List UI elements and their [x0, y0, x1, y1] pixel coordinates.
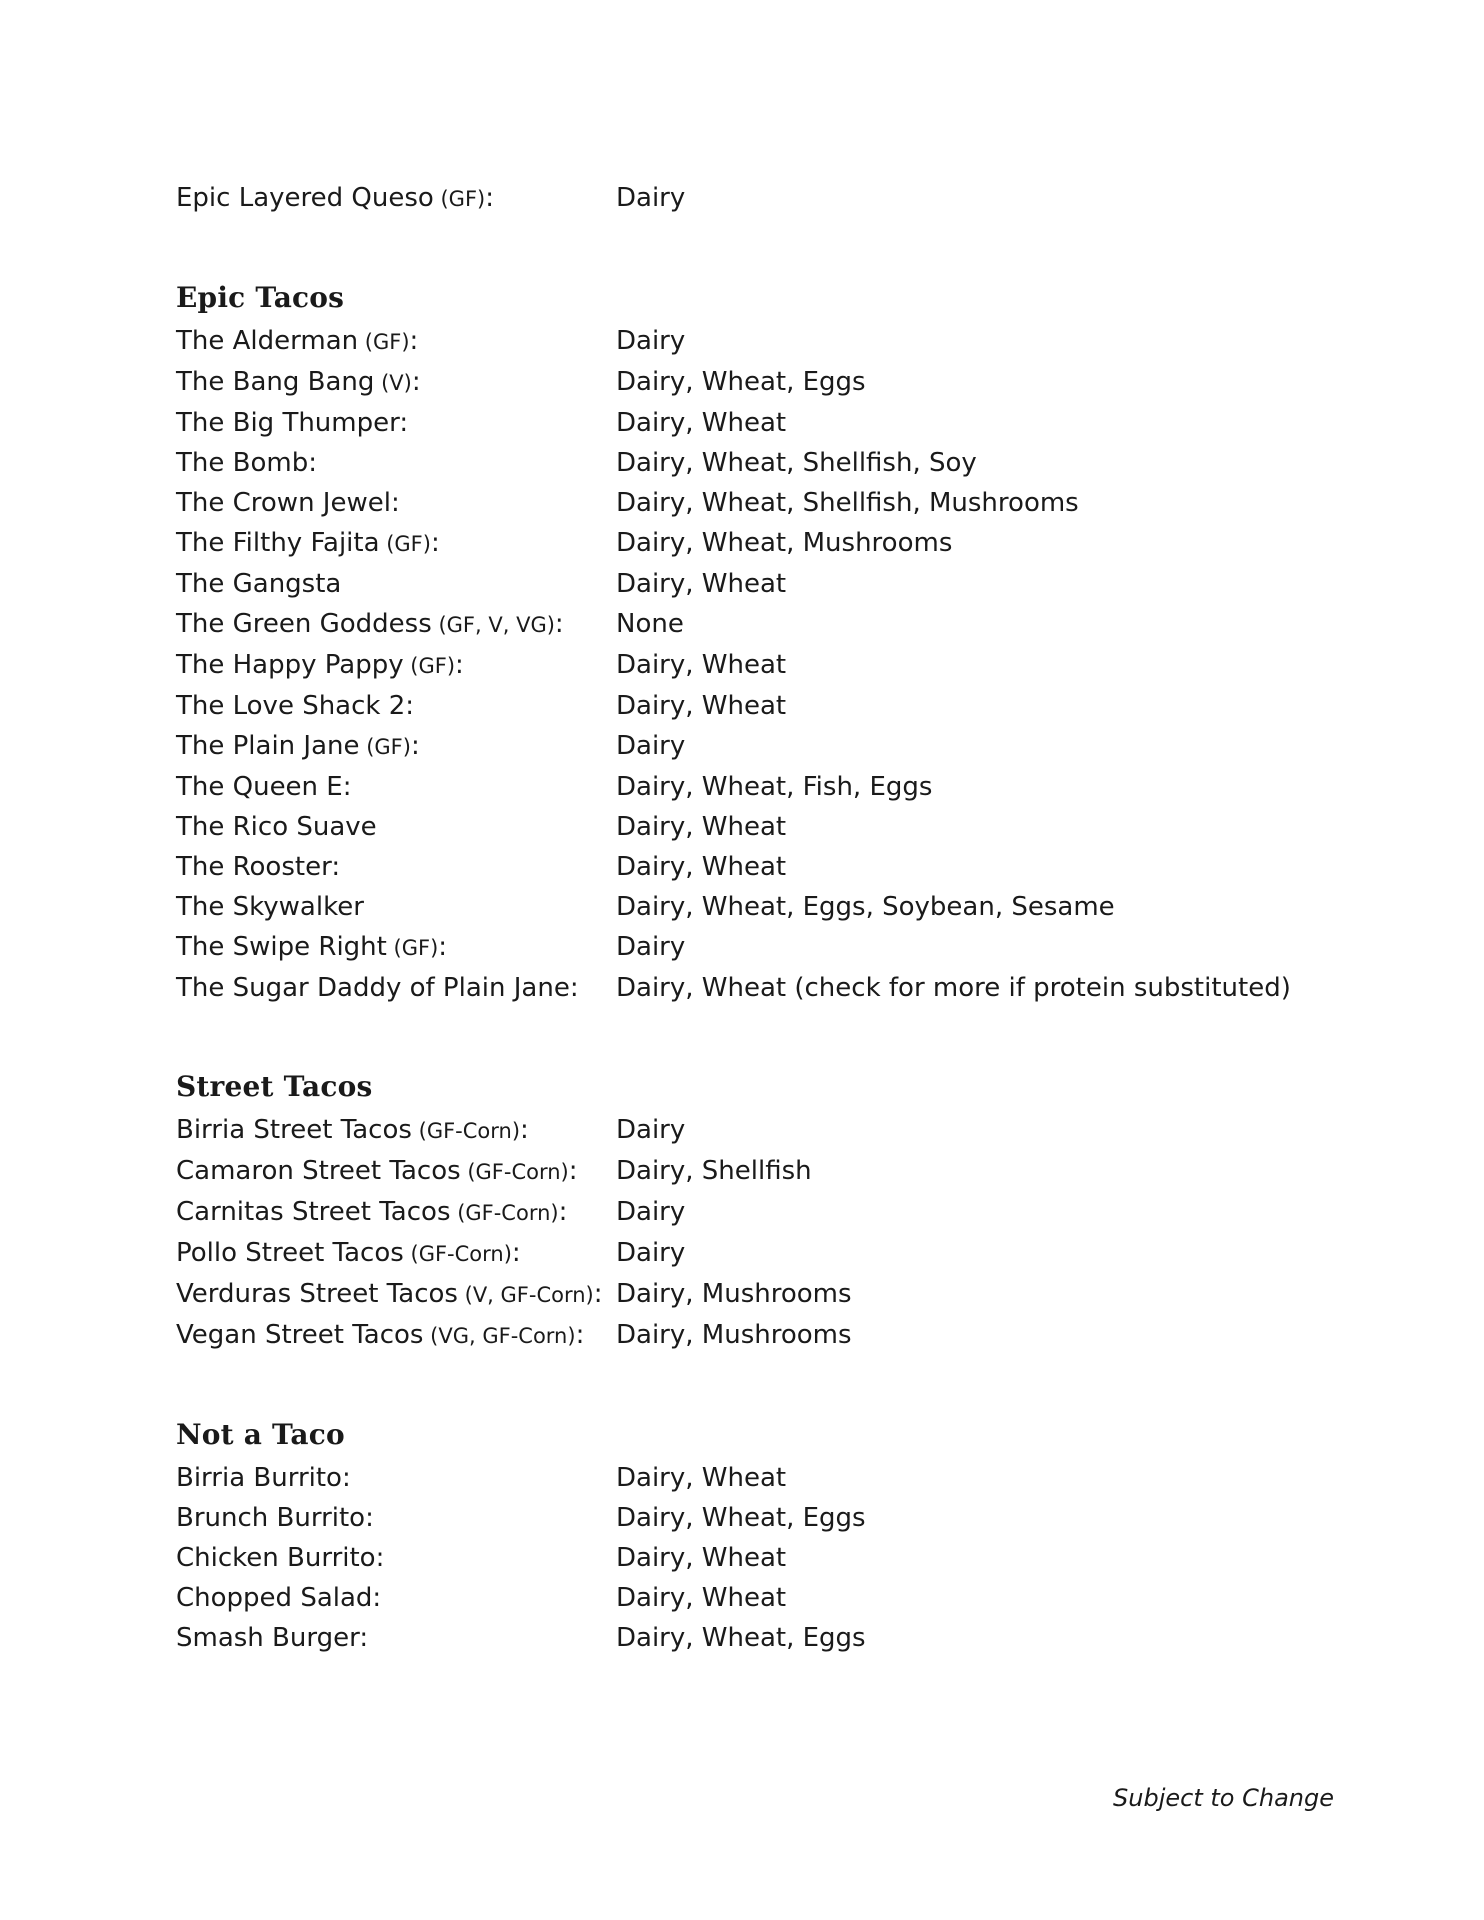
- menu-item-allergens: Dairy, Wheat: [616, 408, 787, 438]
- menu-item-name: [176, 321, 616, 362]
- menu-item-allergens: Dairy, Wheat, Eggs: [616, 1623, 866, 1653]
- menu-item-colon: :: [375, 1543, 385, 1573]
- menu-item-allergens: Dairy, Mushrooms: [616, 1320, 852, 1350]
- menu-item-name: [176, 807, 616, 847]
- section-title: Street Tacos: [176, 1070, 373, 1103]
- menu-item-allergens: Dairy: [616, 326, 686, 356]
- menu-item-colon: :: [410, 731, 420, 761]
- menu-item-colon: :: [341, 1463, 351, 1493]
- menu-item-label: Carnitas Street Tacos: [176, 1197, 451, 1227]
- menu-item-colon: :: [520, 1115, 529, 1145]
- menu-item-name: [176, 403, 616, 443]
- menu-item-label: Birria Burrito: [176, 1463, 342, 1493]
- menu-item-diet-tag: [380, 532, 431, 556]
- menu-item-allergens: Dairy, Wheat, Eggs: [616, 367, 866, 397]
- section-spacer: [176, 219, 1334, 277]
- menu-item-diet-tag: [451, 1201, 559, 1225]
- menu-item-row: [176, 1233, 1334, 1274]
- menu-item-diet-tag-text: (V): [381, 371, 412, 395]
- menu-item-colon: :: [558, 1197, 568, 1227]
- menu-item-label: Verduras Street Tacos: [176, 1279, 458, 1309]
- menu-item-name: [176, 645, 616, 686]
- menu-item-name: [176, 1538, 616, 1578]
- menu-item-diet-tag: [432, 613, 555, 637]
- menu-item-label: Chicken Burrito: [176, 1543, 376, 1573]
- menu-item-row: [176, 1274, 1334, 1315]
- menu-item-allergens: Dairy: [616, 1197, 686, 1227]
- menu-item-allergens: Dairy: [616, 183, 686, 213]
- menu-item-row: [176, 767, 1334, 807]
- menu-item-label: Pollo Street Tacos: [176, 1238, 404, 1268]
- menu-item-colon: :: [511, 1238, 521, 1268]
- menu-item-label: The Love Shack 2: [176, 691, 406, 721]
- menu-item-row: [176, 1578, 1334, 1618]
- menu-item-allergens: Dairy, Wheat: [616, 569, 787, 599]
- menu-item-label: The Crown Jewel: [176, 488, 391, 518]
- menu-item-colon: :: [438, 932, 448, 962]
- menu-item-allergens: None: [616, 609, 684, 639]
- menu-item-diet-tag: [404, 1242, 512, 1266]
- menu-item-colon: :: [554, 609, 564, 639]
- menu-item-row: [176, 1315, 1334, 1356]
- menu-item-label: The Bomb: [176, 448, 309, 478]
- menu-item-name: [176, 1151, 616, 1192]
- menu-item-diet-tag-text: (GF): [410, 654, 456, 678]
- menu-item-label: Vegan Street Tacos: [176, 1320, 424, 1350]
- menu-item-allergens: Dairy, Wheat: [616, 1583, 787, 1613]
- menu-item-allergens: Dairy, Wheat: [616, 852, 787, 882]
- menu-item-name: [176, 523, 616, 564]
- menu-item-row: [176, 321, 1334, 362]
- menu-item-row: [176, 564, 1334, 604]
- menu-item-row: [176, 1618, 1334, 1658]
- menu-item-label: Smash Burger: [176, 1623, 360, 1653]
- menu-item-row: [176, 443, 1334, 483]
- menu-item-row: [176, 178, 1334, 219]
- menu-item-label: The Plain Jane: [176, 731, 360, 761]
- section-spacer: [176, 1008, 1334, 1066]
- menu-item-colon: :: [342, 772, 352, 802]
- menu-item-name: [176, 483, 616, 523]
- menu-item-name: [176, 1498, 616, 1538]
- section-title: Not a Taco: [176, 1418, 345, 1451]
- menu-item-diet-tag: [458, 1283, 594, 1307]
- menu-item-row: [176, 483, 1334, 523]
- menu-item-allergens: Dairy: [616, 731, 686, 761]
- menu-item-colon: :: [390, 488, 400, 518]
- menu-item-colon: :: [399, 408, 409, 438]
- menu-item-name: [176, 564, 616, 604]
- menu-item-diet-tag: [404, 654, 455, 678]
- menu-item-colon: :: [568, 1156, 578, 1186]
- menu-item-colon: :: [409, 326, 419, 356]
- menu-item-diet-tag-text: (GF): [364, 330, 410, 354]
- menu-item-name: [176, 1233, 616, 1274]
- menu-item-name: [176, 1315, 616, 1356]
- menu-item-diet-tag-text: (GF): [386, 532, 431, 556]
- menu-item-colon: :: [455, 650, 464, 680]
- menu-item-label: The Alderman: [176, 326, 359, 356]
- menu-item-diet-tag: [374, 371, 411, 395]
- menu-item-name: [176, 1110, 616, 1151]
- menu-item-name: [176, 1578, 616, 1618]
- menu-item-row: [176, 686, 1334, 726]
- menu-item-row: [176, 362, 1334, 403]
- menu-item-diet-tag-text: (GF, V, VG): [438, 613, 555, 637]
- menu-item-colon: :: [308, 448, 317, 478]
- menu-item-allergens: Dairy, Wheat: [616, 1463, 787, 1493]
- menu-item-row: [176, 847, 1334, 887]
- section-title: Epic Tacos: [176, 281, 345, 314]
- menu-sections: [176, 219, 1334, 1658]
- menu-item-colon: :: [359, 1623, 369, 1653]
- menu-item-label: The Filthy Fajita: [176, 528, 380, 558]
- menu-item-diet-tag-text: (V, GF-Corn): [464, 1283, 594, 1307]
- footer-note: Subject to Change: [1113, 1784, 1334, 1812]
- menu-section: [176, 1066, 1334, 1356]
- menu-item-name: [176, 1458, 616, 1498]
- menu-item-name: [176, 604, 616, 645]
- menu-item-allergens: Dairy, Wheat (check for more if protein substituted): [616, 973, 1291, 1003]
- menu-item-diet-tag-text: (GF): [366, 735, 411, 759]
- menu-item-diet-tag-text: (GF): [393, 936, 439, 960]
- menu-item-label: The Skywalker: [176, 892, 364, 922]
- menu-item-allergens: Dairy: [616, 1238, 686, 1268]
- menu-item-label: The Rooster: [176, 852, 332, 882]
- menu-item-colon: :: [331, 852, 341, 882]
- menu-item-diet-tag: [358, 330, 409, 354]
- menu-item-row: [176, 927, 1334, 968]
- menu-item-colon: :: [575, 1320, 585, 1350]
- menu-item-allergens: Dairy, Wheat: [616, 650, 787, 680]
- menu-item-name: [176, 847, 616, 887]
- menu-item-diet-tag: [423, 1324, 575, 1348]
- menu-item-name: [176, 927, 616, 968]
- menu-item-name: [176, 443, 616, 483]
- menu-item-diet-tag-text: (GF-Corn): [410, 1242, 512, 1266]
- menu-item-row: [176, 807, 1334, 847]
- menu-item-colon: :: [593, 1279, 603, 1309]
- menu-item-allergens: Dairy, Shellfish: [616, 1156, 812, 1186]
- menu-item-colon: :: [569, 973, 579, 1003]
- menu-item-label: The Sugar Daddy of Plain Jane: [176, 973, 570, 1003]
- menu-item-row: [176, 403, 1334, 443]
- menu-section: [176, 277, 1334, 1008]
- menu-item-allergens: Dairy, Mushrooms: [616, 1279, 852, 1309]
- menu-item-label: The Queen E: [176, 772, 343, 802]
- menu-item-name: [176, 968, 616, 1008]
- menu-item-name: [176, 726, 616, 767]
- menu-item-row: [176, 604, 1334, 645]
- menu-item-label: The Swipe Right: [176, 932, 387, 962]
- menu-item-diet-tag: [387, 936, 438, 960]
- menu-item-diet-tag: [360, 735, 411, 759]
- menu-item-diet-tag-text: (GF-Corn): [467, 1160, 569, 1184]
- menu-item-row: [176, 1458, 1334, 1498]
- menu-item-diet-tag: (GF): [440, 187, 486, 211]
- menu-item-allergens: Dairy, Wheat, Eggs: [616, 1503, 866, 1533]
- menu-item-allergens: Dairy, Wheat, Shellfish, Soy: [616, 448, 977, 478]
- menu-item-row: [176, 1192, 1334, 1233]
- menu-item-label: The Bang Bang: [176, 367, 375, 397]
- menu-item-diet-tag-text: (GF-Corn): [457, 1201, 559, 1225]
- menu-item-name: [176, 887, 616, 927]
- menu-item-allergens: Dairy: [616, 932, 686, 962]
- menu-item-allergens: Dairy: [616, 1115, 686, 1145]
- menu-item-colon: :: [411, 367, 421, 397]
- menu-item-colon: :: [485, 183, 494, 213]
- menu-item-name: [176, 1274, 616, 1315]
- menu-item-allergens: Dairy, Wheat, Eggs, Soybean, Sesame: [616, 892, 1115, 922]
- menu-item-name: [176, 686, 616, 726]
- menu-item-name: [176, 1618, 616, 1658]
- menu-item-colon: :: [430, 528, 440, 558]
- menu-item-row: [176, 1498, 1334, 1538]
- menu-item-label: Brunch Burrito: [176, 1503, 366, 1533]
- menu-item-allergens: Dairy, Wheat, Fish, Eggs: [616, 772, 933, 802]
- menu-item-label: Chopped Salad: [176, 1583, 373, 1613]
- menu-item-label: The Happy Pappy: [176, 650, 404, 680]
- menu-item-colon: :: [372, 1583, 382, 1613]
- menu-item-row: [176, 1110, 1334, 1151]
- menu-item-label: The Gangsta: [176, 569, 342, 599]
- menu-item-allergens: Dairy, Wheat: [616, 1543, 787, 1573]
- menu-item-row: [176, 645, 1334, 686]
- menu-item-allergens: Dairy, Wheat, Mushrooms: [616, 528, 953, 558]
- menu-item-label: Birria Street Tacos: [176, 1115, 412, 1145]
- menu-item-row: [176, 523, 1334, 564]
- section-spacer: [176, 1356, 1334, 1414]
- menu-item-label: Epic Layered Queso: [176, 183, 434, 213]
- menu-item-name: [176, 1192, 616, 1233]
- menu-item-row: [176, 1538, 1334, 1578]
- menu-item-label: Camaron Street Tacos: [176, 1156, 461, 1186]
- menu-item-row: [176, 887, 1334, 927]
- menu-item-name: [176, 178, 616, 219]
- menu-item-diet-tag-text: (GF-Corn): [418, 1119, 521, 1143]
- menu-item-allergens: Dairy, Wheat: [616, 812, 787, 842]
- menu-item-label: The Big Thumper: [176, 408, 400, 438]
- menu-item-colon: :: [365, 1503, 374, 1533]
- menu-item-row: [176, 726, 1334, 767]
- menu-section: [176, 1414, 1334, 1658]
- menu-item-name: [176, 362, 616, 403]
- menu-item-diet-tag: [461, 1160, 569, 1184]
- menu-item-allergens: Dairy, Wheat, Shellfish, Mushrooms: [616, 488, 1079, 518]
- menu-item-label: The Rico Suave: [176, 812, 377, 842]
- menu-item-allergens: Dairy, Wheat: [616, 691, 787, 721]
- menu-item-diet-tag: [412, 1119, 520, 1143]
- menu-item-colon: :: [405, 691, 415, 721]
- menu-item-label: The Green Goddess: [176, 609, 432, 639]
- menu-item-name: [176, 767, 616, 807]
- menu-item-row: [176, 968, 1334, 1008]
- menu-item-row: [176, 1151, 1334, 1192]
- menu-item-diet-tag-text: (VG, GF-Corn): [430, 1324, 576, 1348]
